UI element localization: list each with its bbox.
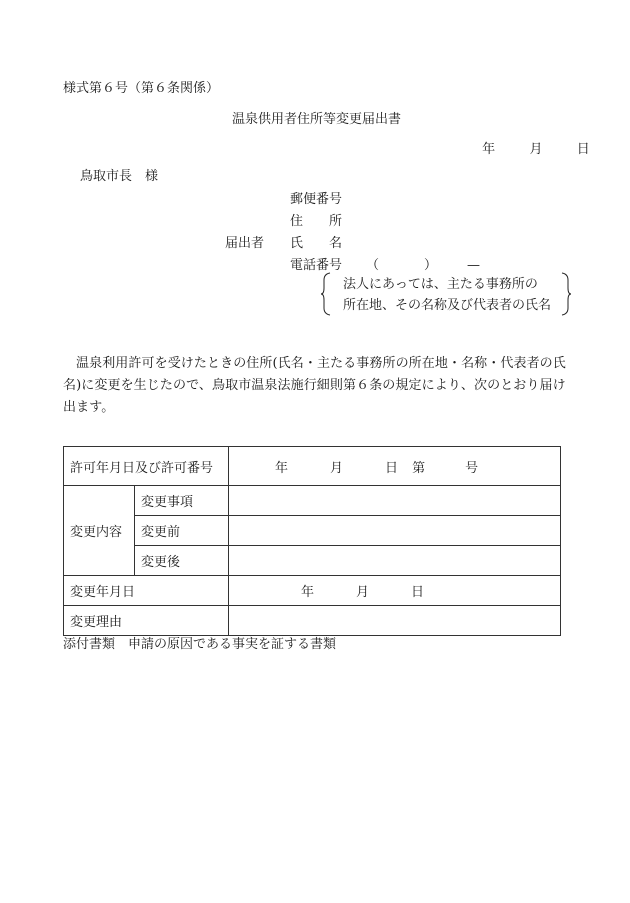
- corporate-note-line-1: 法人にあっては、主たる事務所の: [343, 277, 538, 292]
- corporate-note-line-2: 所在地、その名称及び代表者の氏名: [343, 298, 552, 313]
- table-row-after: [64, 546, 561, 576]
- address-label: 住 所: [290, 214, 343, 229]
- change-date-field[interactable]: [229, 576, 561, 606]
- phone-dash: —: [467, 258, 480, 273]
- change-date-label: 変更年月日: [64, 576, 229, 606]
- notifier-label: 届出者: [225, 236, 265, 251]
- reason-field[interactable]: [229, 606, 561, 636]
- change-details-table: [63, 446, 561, 636]
- attachment-note: 添付書類 申請の原因である事実を証する書類: [63, 637, 337, 652]
- table-row-reason: [64, 606, 561, 636]
- permit-no-suffix: 号: [465, 460, 479, 476]
- permit-year-unit: 年: [275, 460, 289, 476]
- name-label: 氏 名: [290, 236, 343, 251]
- body-line-3: 出ます。: [63, 400, 115, 415]
- addressee: 鳥取市長 様: [80, 169, 159, 184]
- permit-month-unit: 月: [330, 460, 344, 476]
- cd-day-unit: 日: [411, 585, 425, 600]
- submission-date: [478, 143, 590, 156]
- date-month-unit: 月: [529, 142, 543, 157]
- body-line-2: 名)に変更を生じたので、鳥取市温泉法施行細則第６条の規定により、次のとおり届け: [63, 378, 566, 393]
- change-item-field[interactable]: [229, 486, 561, 516]
- cd-year-unit: 年: [301, 585, 315, 600]
- change-item-label: 変更事項: [135, 486, 229, 516]
- postal-code-label: 郵便番号: [290, 192, 343, 207]
- body-line-1: 温泉利用許可を受けたときの住所(氏名・主たる事務所の所在地・名称・代表者の氏: [76, 356, 566, 371]
- table-row-change-item: [64, 486, 561, 516]
- date-year-unit: 年: [482, 142, 496, 157]
- cd-month-unit: 月: [356, 585, 370, 600]
- table-row-permit: [64, 447, 561, 486]
- table-row-before: [64, 516, 561, 546]
- phone-area-open: （: [366, 258, 380, 273]
- body-paragraph: [63, 353, 583, 419]
- document-title: 温泉供用者住所等変更届出書: [232, 112, 402, 127]
- permit-value-cell[interactable]: [229, 447, 561, 486]
- date-day-unit: 日: [576, 142, 590, 157]
- before-field[interactable]: [229, 516, 561, 546]
- table-row-change-date: [64, 576, 561, 606]
- before-label: 変更前: [135, 516, 229, 546]
- change-contents-label: 変更内容: [64, 486, 135, 576]
- after-label: 変更後: [135, 546, 229, 576]
- form-number-label: 様式第６号（第６条関係）: [63, 81, 220, 96]
- reason-label: 変更理由: [64, 606, 229, 636]
- after-field[interactable]: [229, 546, 561, 576]
- phone-label: 電話番号: [290, 258, 343, 273]
- permit-label: 許可年月日及び許可番号: [64, 447, 229, 486]
- permit-no-prefix: 第: [412, 460, 426, 476]
- permit-day-unit: 日: [385, 460, 399, 476]
- phone-area-close: ）: [424, 258, 438, 273]
